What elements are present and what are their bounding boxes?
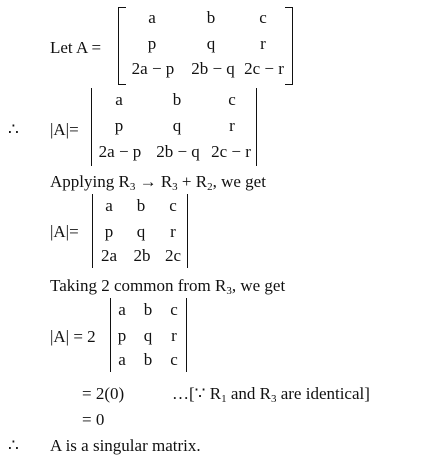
subscript: 2	[207, 181, 213, 193]
det-cell: 2a	[100, 246, 118, 265]
det-cell: r	[170, 222, 176, 241]
det-cell: q	[143, 326, 153, 345]
det-right-bar	[256, 88, 257, 166]
det-cell: b	[143, 350, 153, 369]
det-cell: c	[169, 196, 177, 215]
applying-text: → R	[135, 172, 173, 191]
det-cell: 2b − q	[156, 142, 200, 161]
det-cell: b	[143, 300, 153, 319]
matrix-cell: 2a − p	[131, 59, 175, 78]
det-cell: c	[170, 300, 178, 319]
det-cell: b	[136, 196, 146, 215]
subscript: 3	[226, 285, 232, 297]
matrix-cell: a	[148, 8, 156, 27]
taking-line	[50, 276, 285, 296]
det-a-label-3: |A| = 2	[50, 327, 96, 346]
applying-text: Applying R	[50, 172, 130, 191]
applying-text: , we get	[212, 172, 266, 191]
det-cell: p	[117, 326, 127, 345]
subscript: 3	[172, 181, 178, 193]
det-cell: 2a − p	[98, 142, 142, 161]
therefore-symbol: ∴	[8, 436, 19, 455]
det-cell: q	[172, 116, 182, 135]
applying-text: + R	[177, 172, 208, 191]
matrix-cell: q	[206, 34, 216, 53]
matrix-cell: 2c − r	[244, 59, 284, 78]
det-cell: r	[171, 326, 177, 345]
det-cell: b	[172, 90, 182, 109]
det-cell: r	[229, 116, 235, 135]
subscript: 1	[221, 393, 227, 405]
det-cell: p	[104, 222, 114, 241]
matrix-cell: p	[147, 34, 157, 53]
reason-text: …[∵ R	[172, 384, 222, 403]
det-cell: 2c	[164, 246, 182, 265]
det-a-label-2: |A|=	[50, 222, 79, 241]
det-right-bar	[186, 298, 187, 372]
det-cell: a	[118, 300, 126, 319]
matrix-cell: 2b − q	[191, 59, 235, 78]
reason-text: are identical]	[276, 384, 370, 403]
matrix-cell: r	[260, 34, 266, 53]
equals-result: = 2(0)	[82, 384, 125, 403]
det-cell: a	[118, 350, 126, 369]
det-a-label: |A|=	[50, 120, 79, 139]
reason-text: and R	[226, 384, 271, 403]
taking-text: Taking 2 common from R	[50, 276, 227, 295]
taking-text: , we get	[231, 276, 286, 295]
matrix-cell: b	[206, 8, 216, 27]
det-cell: a	[105, 196, 113, 215]
det-cell: a	[115, 90, 123, 109]
left-bracket	[118, 7, 126, 85]
det-cell: c	[170, 350, 178, 369]
equals-zero: = 0	[82, 410, 105, 429]
det-cell: p	[114, 116, 124, 135]
applying-line	[50, 172, 266, 192]
conclusion-text: A is a singular matrix.	[50, 436, 201, 455]
let-a-label: Let A =	[50, 38, 102, 57]
matrix-cell: c	[259, 8, 267, 27]
det-cell: c	[228, 90, 236, 109]
reason-note	[172, 384, 370, 404]
det-cell: 2b	[133, 246, 151, 265]
det-cell: 2c − r	[211, 142, 251, 161]
subscript: 3	[129, 181, 136, 193]
det-cell: q	[136, 222, 146, 241]
therefore-symbol: ∴	[8, 120, 19, 139]
subscript: 3	[270, 393, 277, 405]
